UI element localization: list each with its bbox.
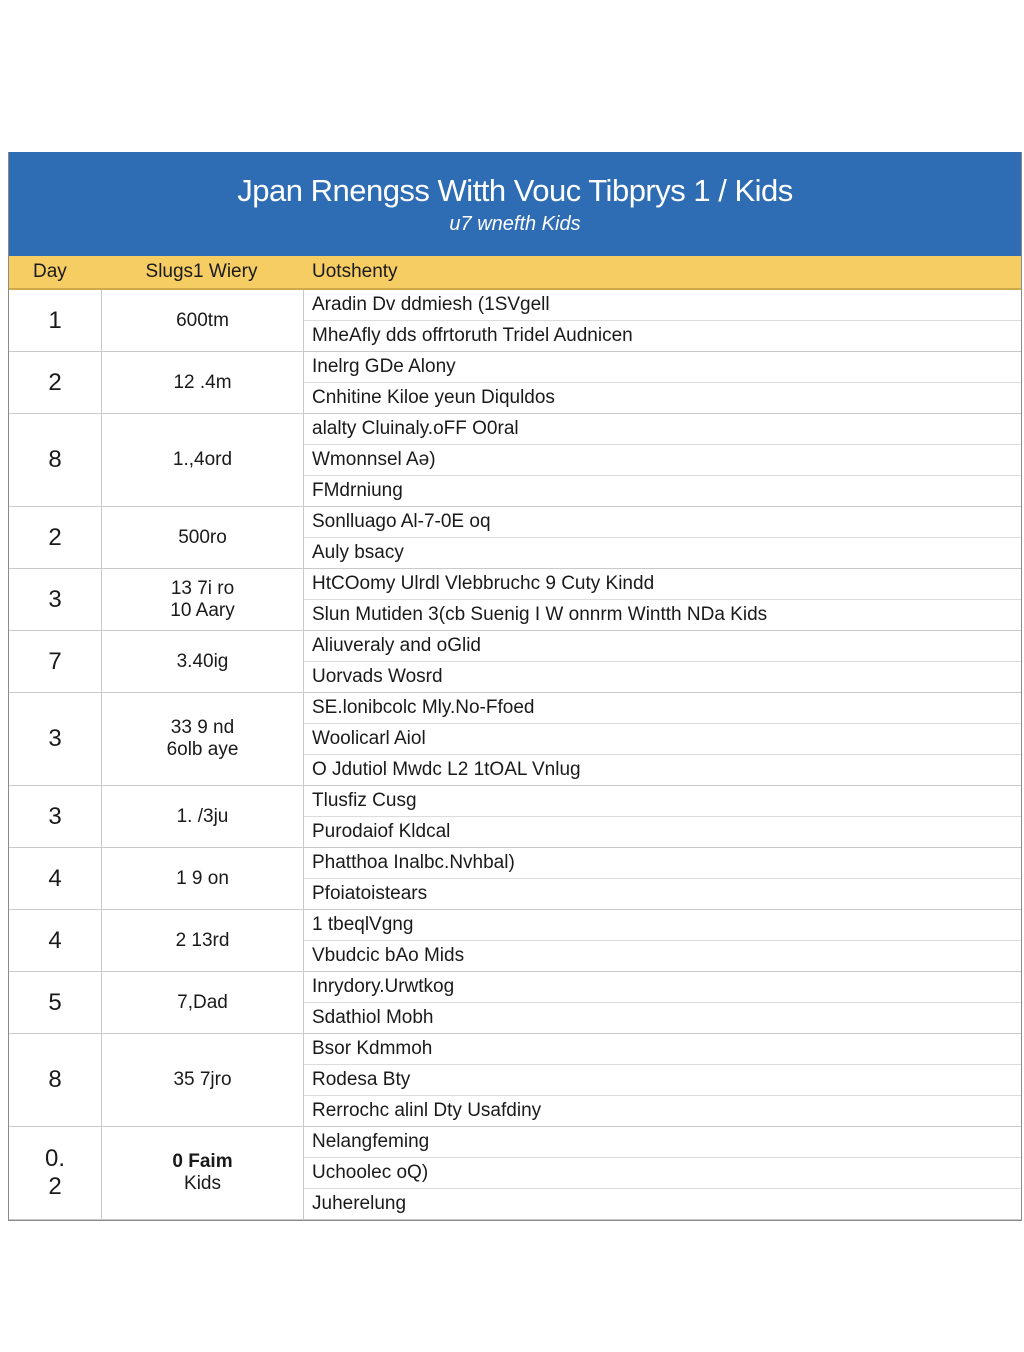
table-row	[9, 786, 1021, 848]
activity-line: Auly bsacy	[312, 542, 404, 563]
table-row	[9, 414, 1021, 507]
activity-cell	[304, 910, 1021, 971]
table-row	[9, 631, 1021, 693]
day-cell	[9, 1127, 102, 1219]
activity-line: Tlusfiz Cusg	[304, 786, 1021, 817]
page-title: Jpan Rnengss Witth Vouc Tibprys 1 / Kids	[237, 172, 793, 208]
activity-cell	[304, 414, 1021, 506]
itinerary-sheet	[8, 152, 1022, 1221]
day-value: 2	[48, 368, 62, 396]
activity-line: HtCOomy Ulrdl Vlebbruchc 9 Cuty Kindd	[304, 569, 1021, 600]
table-row	[9, 1034, 1021, 1127]
table-body	[9, 290, 1021, 1220]
activity-line: O Jdutiol Mwdc L2 1tOAL Vnlug	[312, 759, 581, 780]
activity-cell	[304, 693, 1021, 785]
activity-line: Nelangfeming	[304, 1127, 1021, 1158]
table-row	[9, 910, 1021, 972]
time-value: 10 Aary	[170, 599, 235, 621]
time-cell	[102, 972, 304, 1033]
time-value: 500ro	[178, 526, 227, 548]
time-cell	[102, 414, 304, 506]
activity-line: Inrydory.Urwtkog	[304, 972, 1021, 1003]
day-cell	[9, 1034, 102, 1126]
time-cell	[102, 569, 304, 630]
activity-line: Rerrochc alinl Dty Usafdiny	[312, 1100, 542, 1121]
activity-line: Pfoiatoistears	[312, 883, 428, 904]
time-value: 600tm	[176, 309, 229, 331]
time-cell	[102, 1127, 304, 1219]
activity-line: Woolicarl Aiol	[304, 724, 1021, 755]
day-cell	[9, 414, 102, 506]
activity-line: FMdrniung	[312, 480, 403, 501]
time-value: 33 9 nd	[170, 717, 235, 738]
time-value: 1 9 on	[176, 867, 229, 889]
activity-cell	[304, 352, 1021, 413]
activity-cell	[304, 786, 1021, 847]
time-value: 12 .4m	[173, 371, 232, 393]
time-cell	[102, 631, 304, 692]
day-value: 3	[48, 725, 62, 752]
time-cell	[102, 693, 304, 785]
day-value: 4	[48, 926, 62, 954]
activity-line: Bsor Kdmmoh	[304, 1034, 1021, 1065]
activity-cell	[304, 290, 1021, 351]
activity-line: Inelrg GDe Alony	[304, 352, 1021, 383]
activity-line: Juherelung	[312, 1193, 407, 1214]
day-cell	[9, 848, 102, 909]
time-value: 1. /3ju	[176, 805, 229, 827]
activity-line: Vbudcic bAo Mids	[312, 945, 465, 966]
day-cell	[9, 910, 102, 971]
day-value: 2	[48, 523, 62, 551]
header-time: Slugs1 Wiery	[145, 261, 258, 282]
time-cell	[102, 910, 304, 971]
day-value: 2	[48, 1173, 62, 1200]
activity-line: Cnhitine Kiloe yeun Diquldos	[312, 387, 555, 408]
time-value: 6olb aye	[166, 739, 239, 760]
activity-cell	[304, 1034, 1021, 1126]
page-subtitle: u7 wnefth Kids	[449, 212, 581, 235]
activity-cell	[304, 507, 1021, 568]
time-value: 2 13rd	[175, 929, 230, 951]
activity-line: Sdathiol Mobh	[312, 1007, 434, 1028]
activity-cell	[304, 972, 1021, 1033]
activity-cell	[304, 569, 1021, 630]
table-row	[9, 507, 1021, 569]
day-cell	[9, 290, 102, 351]
activity-line: Rodesa Bty	[304, 1065, 1021, 1096]
day-cell	[9, 507, 102, 568]
day-value: 3	[48, 585, 62, 613]
activity-line: Uchoolec oQ)	[304, 1158, 1021, 1189]
activity-line: MheAfly dds offrtoruth Tridel Audnicen	[312, 325, 633, 346]
time-value: 35 7jro	[173, 1069, 232, 1090]
time-cell	[102, 786, 304, 847]
time-value: 7,Dad	[177, 991, 228, 1013]
time-cell	[102, 352, 304, 413]
table-row	[9, 352, 1021, 414]
time-value: 13 7i ro	[170, 577, 235, 599]
activity-cell	[304, 631, 1021, 692]
time-value: 1.,4ord	[172, 449, 233, 470]
table-row	[9, 848, 1021, 910]
day-value: 8	[48, 446, 62, 473]
activity-line: Slun Mutiden 3(cb Suenig I W onnrm Wintth NDa Kids	[312, 604, 768, 625]
activity-line: Sonlluago Al-7-0E oq	[304, 507, 1021, 538]
day-value: 0.	[44, 1145, 65, 1172]
table-row	[9, 972, 1021, 1034]
activity-line: alalty Cluinaly.oFF O0ral	[304, 414, 1021, 445]
time-cell	[102, 507, 304, 568]
day-cell	[9, 972, 102, 1033]
activity-line: Phatthoa Inalbc.Nvhbal)	[304, 848, 1021, 879]
table-row	[9, 693, 1021, 786]
table-row	[9, 290, 1021, 352]
day-cell	[9, 693, 102, 785]
table-row	[9, 1127, 1021, 1220]
day-cell	[9, 569, 102, 630]
activity-cell	[304, 848, 1021, 909]
day-cell	[9, 786, 102, 847]
activity-line: Uorvads Wosrd	[312, 666, 443, 687]
activity-line: Aradin Dv ddmiesh (1SVgell	[304, 290, 1021, 321]
header-day: Day	[33, 261, 67, 282]
activity-line: Purodaiof Kldcal	[312, 821, 451, 842]
title-bar	[9, 152, 1021, 256]
day-value: 3	[48, 802, 62, 830]
day-value: 1	[48, 306, 62, 334]
day-value: 4	[48, 864, 62, 892]
day-value: 5	[48, 988, 62, 1016]
time-value: Kids	[184, 1173, 221, 1194]
table-header	[9, 256, 1021, 290]
day-cell	[9, 631, 102, 692]
activity-line: Aliuveraly and oGlid	[304, 631, 1021, 662]
day-value: 7	[48, 647, 62, 675]
day-cell	[9, 352, 102, 413]
activity-line: Wmonnsel Aǝ)	[304, 445, 1021, 476]
time-cell	[102, 1034, 304, 1126]
time-cell	[102, 848, 304, 909]
activity-cell	[304, 1127, 1021, 1219]
activity-line: SE.lonibcolc Mly.No-Ffoed	[304, 693, 1021, 724]
day-value: 8	[48, 1066, 62, 1093]
time-value: 3.40ig	[176, 650, 229, 672]
table-row	[9, 569, 1021, 631]
time-value: 0 Faim	[172, 1151, 233, 1172]
header-activity: Uotshenty	[312, 261, 398, 282]
time-cell	[102, 290, 304, 351]
activity-line: 1 tbeqlVgng	[304, 910, 1021, 941]
